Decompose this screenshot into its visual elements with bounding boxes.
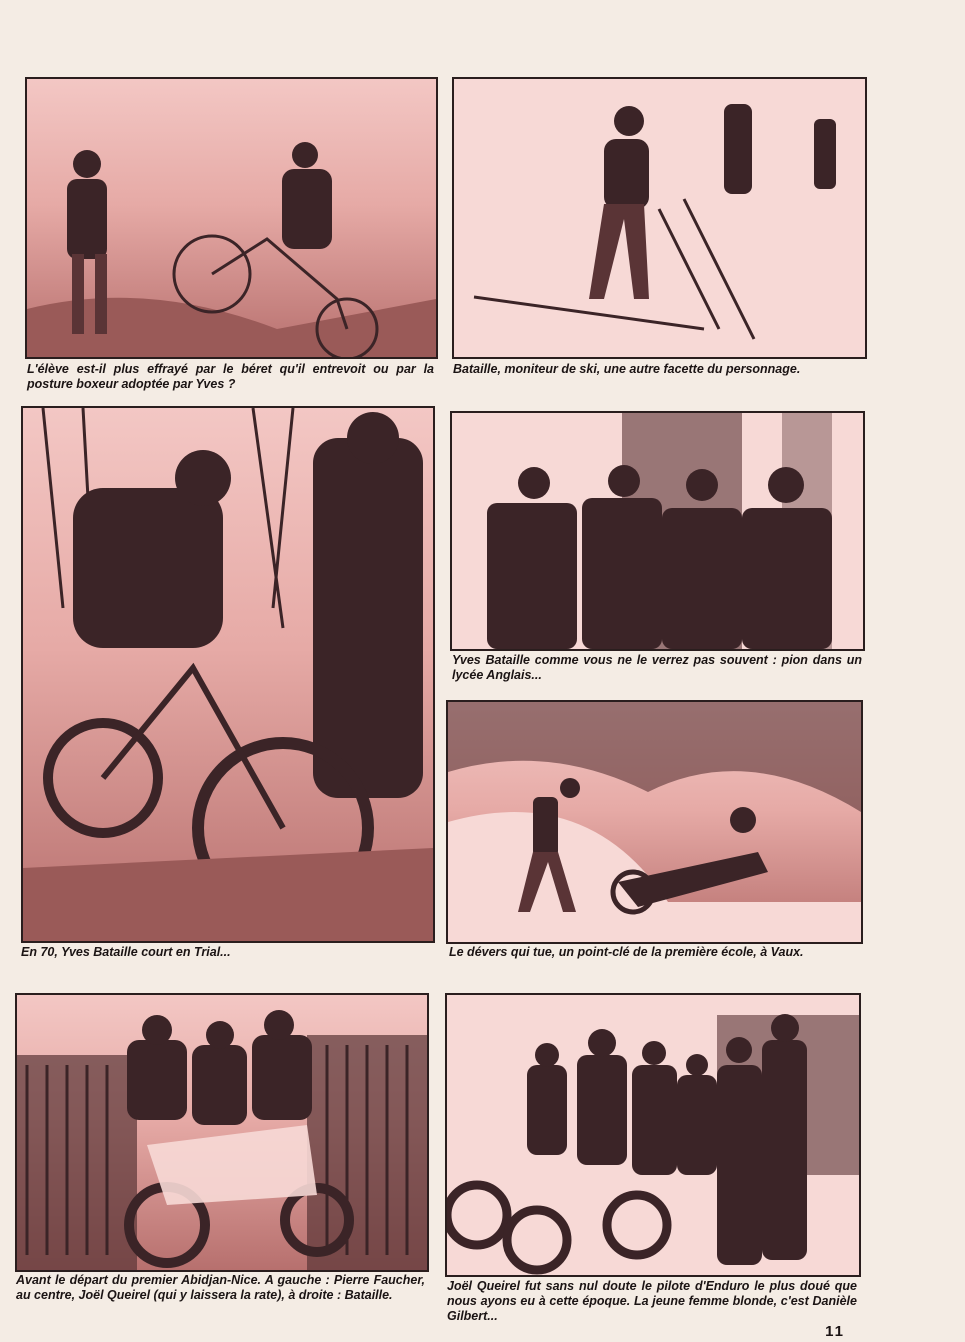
- photo-abidjan-nice-start: [15, 993, 429, 1272]
- photo-vaux-camber: [446, 700, 863, 944]
- caption-photo-4: Yves Bataille comme vous ne le verrez pas souvent : pion dans un lycée Anglais...: [452, 653, 862, 682]
- caption-photo-1: L'élève est-il plus effrayé par le béret qu'il entrevoit ou par la posture boxeur adoptée par Yves ?: [27, 362, 434, 391]
- caption-photo-2: Bataille, moniteur de ski, une autre facette du personnage.: [453, 362, 801, 376]
- caption-photo-5: Le dévers qui tue, un point-clé de la première école, à Vaux.: [449, 945, 804, 959]
- caption-photo-3: En 70, Yves Bataille court en Trial...: [21, 945, 231, 959]
- page-number: 11: [825, 1323, 845, 1340]
- photo-joel-queirel: [445, 993, 861, 1277]
- photo-english-school: [450, 411, 865, 651]
- caption-photo-7: Joël Queirel fut sans nul doute le pilote d'Enduro le plus doué que nous ayons eu à cette époque. La jeune femme blonde, c'est Danièle Gilbert...: [447, 1279, 857, 1323]
- photo-ski-instructor: [452, 77, 867, 359]
- caption-photo-6: Avant le départ du premier Abidjan-Nice. A gauche : Pierre Faucher, au centre, Joël Queirel (qui y laissera la rate), à droite : Bataille.: [16, 1273, 425, 1302]
- photo-trial-1970: [21, 406, 435, 943]
- photo-trial-lesson: [25, 77, 438, 359]
